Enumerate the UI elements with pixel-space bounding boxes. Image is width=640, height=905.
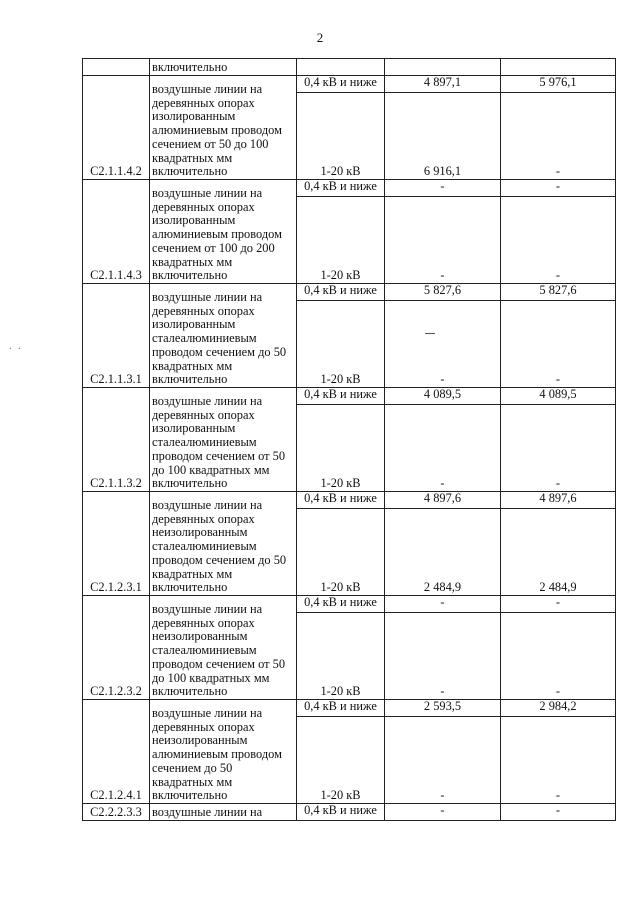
value-a-low: - [385,596,501,613]
row-code: С2.1.2.4.1 [83,700,150,804]
voltage-high: 1-20 кВ [297,717,385,804]
continuation-row [83,59,616,76]
voltage-high: 1-20 кВ [297,197,385,284]
row-description: воздушные линии на деревянных опорах неизолированным сталеалюминиевым проводом сечением до 50 квадратных мм включительно [150,492,297,596]
value-a-low: 5 827,6 [385,284,501,301]
value-b-high: - [501,93,616,180]
value-b-low: 5 976,1 [501,76,616,93]
row-code: С2.2.2.3.3 [83,804,150,821]
row-code: С2.1.1.3.2 [83,388,150,492]
stray-mark: . [9,340,12,352]
table-row [83,180,616,197]
voltage-low: 0,4 кВ и ниже [297,76,385,93]
value-a-high: - [385,613,501,700]
value-a-high: 6 916,1 [385,93,501,180]
row-description: воздушные линии на [150,804,297,821]
stray-mark: . [18,340,21,352]
value-a-low: 2 593,5 [385,700,501,717]
table-row [83,76,616,93]
table-row [83,388,616,405]
table-row [83,284,616,301]
value-a-high: - [385,301,501,388]
voltage-high: 1-20 кВ [297,613,385,700]
voltage-high: 1-20 кВ [297,301,385,388]
continuation-text: включительно [150,59,297,76]
row-description: воздушные линии на деревянных опорах неизолированным алюминиевым проводом сечением до 50 квадратных мм включительно [150,700,297,804]
row-code: С2.1.1.3.1 [83,284,150,388]
value-a-low: 4 089,5 [385,388,501,405]
voltage-low: 0,4 кВ и ниже [297,388,385,405]
row-description: воздушные линии на деревянных опорах изолированным сталеалюминиевым проводом сечением от 50 до 100 квадратных мм включительно [150,388,297,492]
value-b-low: - [501,596,616,613]
value-a-low: 4 897,1 [385,76,501,93]
value-b-low: 4 897,6 [501,492,616,509]
table-row [83,492,616,509]
row-code: С2.1.2.3.1 [83,492,150,596]
table-row [83,804,616,821]
value-b-high: - [501,613,616,700]
value-a-high: - [385,197,501,284]
voltage-high: 1-20 кВ [297,509,385,596]
row-code: С2.1.2.3.2 [83,596,150,700]
voltage-high: 1-20 кВ [297,93,385,180]
value-a-low: 4 897,6 [385,492,501,509]
voltage-low: 0,4 кВ и ниже [297,700,385,717]
voltage-low: 0,4 кВ и ниже [297,180,385,197]
value-a-low: - [385,804,501,821]
row-description: воздушные линии на деревянных опорах изолированным алюминиевым проводом сечением от 50 до 100 квадратных мм включительно [150,76,297,180]
value-a-high: 2 484,9 [385,509,501,596]
value-a-high: - [385,405,501,492]
voltage-low: 0,4 кВ и ниже [297,284,385,301]
tariff-table [82,58,616,821]
table-row [83,596,616,613]
value-b-low: 2 984,2 [501,700,616,717]
row-description: воздушные линии на деревянных опорах неизолированным сталеалюминиевым проводом сечением от 50 до 100 квадратных мм включительно [150,596,297,700]
page-number: 2 [316,30,324,45]
voltage-high: 1-20 кВ [297,405,385,492]
voltage-low: 0,4 кВ и ниже [297,596,385,613]
voltage-low: 0,4 кВ и ниже [297,804,385,821]
value-b-high: 2 484,9 [501,509,616,596]
value-b-high: - [501,197,616,284]
value-b-low: 5 827,6 [501,284,616,301]
table-row [83,700,616,717]
value-a-low: - [385,180,501,197]
row-code: С2.1.1.4.3 [83,180,150,284]
value-b-high: - [501,717,616,804]
value-b-low: - [501,804,616,821]
value-a-high: - [385,717,501,804]
value-b-low: - [501,180,616,197]
value-b-low: 4 089,5 [501,388,616,405]
value-b-high: - [501,301,616,388]
row-description: воздушные линии на деревянных опорах изолированным алюминиевым проводом сечением от 100 до 200 квадратных мм включительно [150,180,297,284]
row-description: воздушные линии на деревянных опорах изолированным сталеалюминиевым проводом сечением до 50 квадратных мм включительно [150,284,297,388]
value-b-high: - [501,405,616,492]
voltage-low: 0,4 кВ и ниже [297,492,385,509]
row-code: С2.1.1.4.2 [83,76,150,180]
